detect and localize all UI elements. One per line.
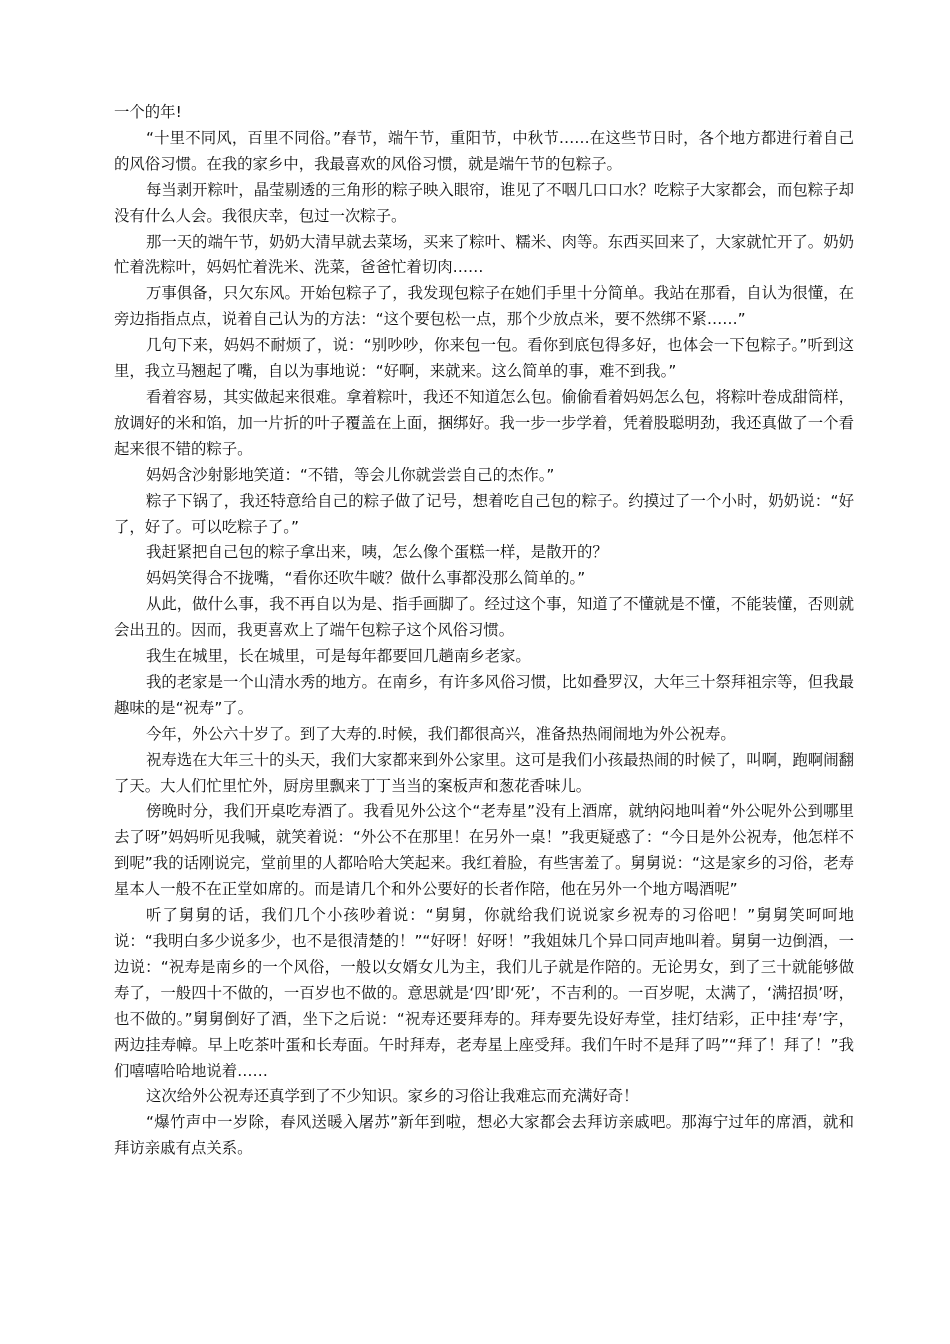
paragraph: “十里不同风，百里不同俗。”春节，端午节，重阳节，中秋节……在这些节日时，各个地方都进行着自己的风俗习惯。在我的家乡中，我最喜欢的风俗习惯，就是端午节的包粽子。 bbox=[114, 128, 854, 173]
paragraph: 傍晚时分，我们开桌吃寿酒了。我看见外公这个“老寿星”没有上酒席，就纳闷地叫着“外公呢外公到哪里去了呀”妈妈听见我喊，就笑着说：“外公不在那里！在另外一桌！”我更疑惑了：“今日是外公祝寿，他怎样不到呢”我的话刚说完，堂前里的人都哈哈大笑起来。我红着脸，有些害羞了。舅舅说：“这是家乡的习俗，老寿星本人一般不在正堂如席的。而是请几个和外公要好的长者作陪，他在另外一个地方喝酒呢” bbox=[114, 802, 854, 899]
paragraph: 每当剥开粽叶，晶莹剔透的三角形的粽子映入眼帘，谁见了不咽几口口水？吃粽子大家都会，而包粽子却没有什么人会。我很庆幸，包过一次粽子。 bbox=[114, 180, 854, 225]
paragraph: 万事俱备，只欠东风。开始包粽子了，我发现包粽子在她们手里十分简单。我站在那看，自认为很懂，在旁边指指点点，说着自己认为的方法：“这个要包松一点，那个少放点米，要不然绑不紧……” bbox=[114, 284, 854, 329]
paragraph: 祝寿选在大年三十的头天，我们大家都来到外公家里。这可是我们小孩最热闹的时候了，叫啊，跑啊闹翻了天。大人们忙里忙外，厨房里飘来丁丁当当的案板声和葱花香味儿。 bbox=[114, 750, 854, 795]
paragraph: 我生在城里，长在城里，可是每年都要回几趟南乡老家。 bbox=[146, 647, 531, 666]
paragraph: 妈妈含沙射影地笑道：“不错，等会儿你就尝尝自己的杰作。” bbox=[146, 465, 555, 484]
paragraph: 妈妈笑得合不拢嘴，“看你还吹牛啵？做什么事都没那么简单的。” bbox=[146, 569, 586, 588]
paragraph: 一个的年! bbox=[114, 103, 182, 121]
paragraph: 听了舅舅的话，我们几个小孩吵着说：“舅舅，你就给我们说说家乡祝寿的习俗吧！”舅舅笑呵呵地说：“我明白多少说多少，也不是很清楚的！”“好呀！好呀！”我姐妹几个异口同声地叫着。舅舅一边倒酒，一边说：“祝寿是南乡的一个风俗，一般以女婿女儿为主，我们儿子就是作陪的。无论男女，到了三十就能够做寿了，一般四十不做的，一百岁也不做的。意思就是‘四’即‘死’，不吉利的。一百岁呢，太满了，‘满招损’呀，也不做的。”舅舅倒好了酒，坐下之后说：“祝寿还要拜寿的。拜寿要先设好寿堂，挂灯结彩，正中挂‘寿’字，两边挂寿幛。早上吃茶叶蛋和长寿面。午时拜寿，老寿星上座受拜。我们午时不是拜了吗”“拜了！拜了！”我们嘻嘻哈哈地说着…… bbox=[114, 906, 854, 1080]
paragraph: 我的老家是一个山清水秀的地方。在南乡，有许多风俗习惯，比如叠罗汉，大年三十祭拜祖宗等，但我最趣味的是“祝寿”了。 bbox=[114, 672, 854, 717]
document-body bbox=[114, 100, 854, 1162]
paragraph: 今年，外公六十岁了。到了大寿的.时候，我们都很高兴，准备热热闹闹地为外公祝寿。 bbox=[146, 724, 736, 743]
paragraph: 看着容易，其实做起来很难。拿着粽叶，我还不知道怎么包。偷偷看着妈妈怎么包，将粽叶卷成甜筒样，放调好的米和馅，加一片折的叶子覆盖在上面，捆绑好。我一步一步学着，凭着股聪明劲，我还真做了一个看起来很不错的粽子。 bbox=[114, 387, 854, 458]
paragraph: 那一天的端午节，奶奶大清早就去菜场，买来了粽叶、糯米、肉等。东西买回来了，大家就忙开了。奶奶忙着洗粽叶，妈妈忙着洗米、洗菜，爸爸忙着切肉…… bbox=[114, 232, 854, 277]
paragraph: “爆竹声中一岁除，春风送暖入屠苏”新年到啦，想必大家都会去拜访亲戚吧。那海宁过年的席酒，就和拜访亲戚有点关系。 bbox=[114, 1113, 854, 1158]
paragraph: 我赶紧把自己包的粽子拿出来，咦，怎么像个蛋糕一样，是散开的？ bbox=[146, 543, 608, 562]
paragraph: 从此，做什么事，我不再自以为是、指手画脚了。经过这个事，知道了不懂就是不懂，不能装懂，否则就会出丑的。因而，我更喜欢上了端午包粽子这个风俗习惯。 bbox=[114, 595, 854, 640]
paragraph: 几句下来，妈妈不耐烦了，说：“别吵吵，你来包一包。看你到底包得多好，也体会一下包粽子。”听到这里，我立马翘起了嘴，自以为事地说：“好啊，来就来。这么简单的事，难不到我。” bbox=[114, 336, 854, 381]
paragraph: 粽子下锅了，我还特意给自己的粽子做了记号，想着吃自己包的粽子。约摸过了一个小时，奶奶说：“好了，好了。可以吃粽子了。” bbox=[114, 491, 854, 536]
paragraph: 这次给外公祝寿还真学到了不少知识。家乡的习俗让我难忘而充满好奇！ bbox=[146, 1087, 639, 1106]
